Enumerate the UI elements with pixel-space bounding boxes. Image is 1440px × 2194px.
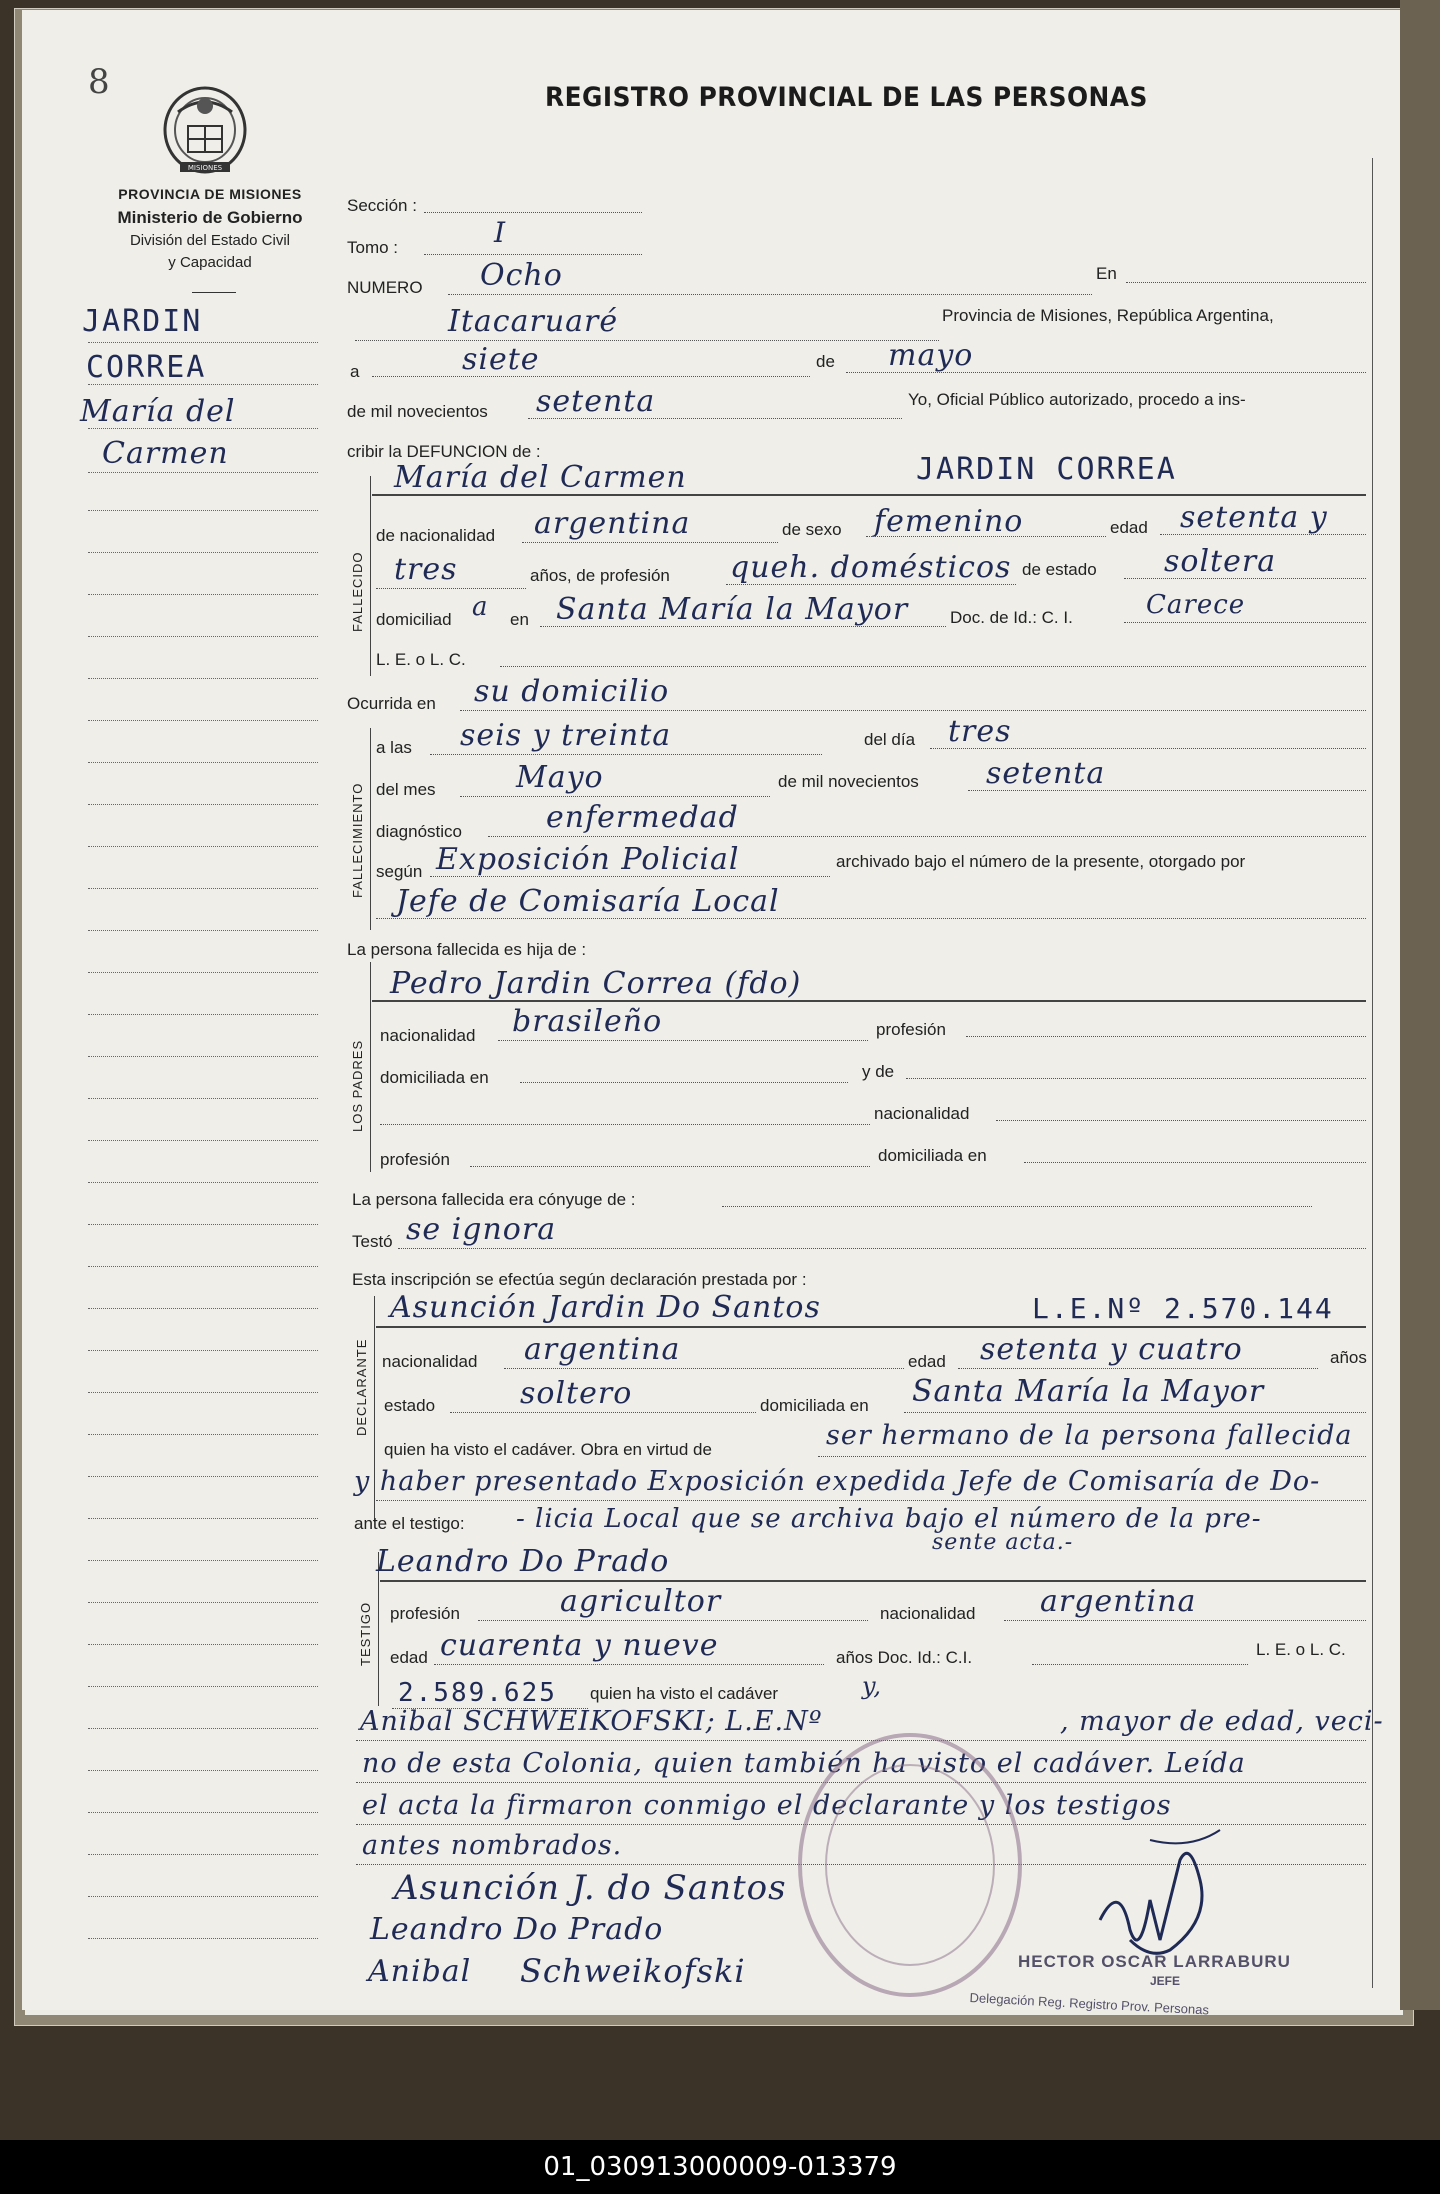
seccion-label: Sección : bbox=[347, 196, 417, 215]
mes-label: del mes bbox=[376, 780, 436, 799]
fallecido-nombre: María del Carmen bbox=[394, 460, 687, 495]
fallecido-profesion-line bbox=[726, 584, 1016, 585]
page-title: REGISTRO PROVINCIAL DE LAS PERSONAS bbox=[545, 82, 1148, 113]
agency-divider bbox=[192, 292, 236, 293]
archivado-label: archivado bajo el número de la presente, otorgado por bbox=[836, 852, 1246, 871]
fallecido-nacionalidad: argentina bbox=[534, 506, 691, 541]
padres-prof-label: profesión bbox=[876, 1020, 946, 1039]
declarante-obra-4: sente acta.- bbox=[932, 1530, 1074, 1555]
fallecido-doc-line bbox=[1124, 622, 1366, 623]
fallecido-domicilio: Santa María la Mayor bbox=[556, 592, 909, 627]
fallecido-bracket bbox=[370, 476, 371, 676]
testigo-profesion: agricultor bbox=[560, 1584, 722, 1619]
fallecido-le-label: L. E. o L. C. bbox=[376, 650, 466, 669]
madre-line bbox=[380, 1124, 870, 1125]
mes-value-fall: Mayo bbox=[516, 760, 604, 795]
anio-line bbox=[528, 418, 902, 419]
declarante-intro: Esta inscripción se efectúa según declaración prestada por : bbox=[352, 1270, 807, 1289]
mes-line bbox=[846, 372, 1366, 373]
segun-line bbox=[430, 876, 830, 877]
padres-yde-label: y de bbox=[862, 1062, 895, 1081]
ocurrida-line bbox=[460, 710, 1366, 711]
padres-nac2-label: nacionalidad bbox=[874, 1104, 970, 1123]
hija-label: La persona fallecida es hija de : bbox=[347, 940, 587, 959]
margin-given-1: María del bbox=[80, 394, 236, 429]
testigo-section-label: TESTIGO bbox=[358, 1601, 373, 1666]
padre-nombre: Pedro Jardin Correa (fdo) bbox=[390, 966, 802, 1001]
testigo-le-label: L. E. o L. C. bbox=[1256, 1640, 1346, 1659]
en-line bbox=[1126, 282, 1366, 283]
padres-nac2-line bbox=[996, 1120, 1366, 1121]
fallecimiento-bracket bbox=[370, 728, 371, 930]
provincial-seal-icon bbox=[158, 82, 252, 182]
testigo-visto-y: y, bbox=[862, 1672, 882, 1700]
segun-value: Exposición Policial bbox=[436, 842, 740, 877]
tomo-value: I bbox=[494, 216, 507, 249]
book-binding-edge bbox=[1400, 0, 1440, 2010]
tomo-label: Tomo : bbox=[347, 238, 399, 257]
fallecido-apellido: JARDIN CORREA bbox=[916, 452, 1177, 487]
fallecido-sexo-line bbox=[866, 536, 1106, 537]
fallecido-sexo: femenino bbox=[874, 504, 1024, 539]
testigo-visto-label: quien ha visto el cadáver bbox=[590, 1684, 779, 1703]
otorgado-value: Jefe de Comisaría Local bbox=[396, 884, 780, 919]
fallecido-estado-label: de estado bbox=[1022, 560, 1097, 579]
ocurrida-label: Ocurrida en bbox=[347, 694, 436, 713]
firma-declarante: Asunción J. do Santos bbox=[394, 1868, 787, 1908]
padres-prof2-line bbox=[470, 1166, 870, 1167]
fallecido-domicilio-line bbox=[540, 626, 946, 627]
cribir-label: cribir la DEFUNCION de : bbox=[347, 442, 541, 461]
cierre-linea-4: antes nombrados. bbox=[362, 1830, 623, 1861]
dia-value: siete bbox=[462, 342, 540, 377]
padres-yde-line bbox=[906, 1078, 1366, 1079]
margin-surname-2: CORREA bbox=[86, 350, 207, 385]
declarante-estado-label: estado bbox=[384, 1396, 436, 1415]
padres-dom-line bbox=[520, 1082, 848, 1083]
declarante-nac-label: nacionalidad bbox=[382, 1352, 478, 1371]
numero-value: Ocho bbox=[480, 258, 563, 293]
declarante-obra-1: ser hermano de la persona fallecida bbox=[826, 1420, 1353, 1451]
dia-label: del día bbox=[864, 730, 916, 749]
agency-line-1: PROVINCIA DE MISIONES bbox=[118, 186, 302, 202]
fallecido-anios-label: años, de profesión bbox=[530, 566, 670, 585]
fallecido-en-label: en bbox=[510, 610, 529, 629]
testo-line bbox=[398, 1248, 1366, 1249]
ocurrida-lugar: su domicilio bbox=[474, 674, 670, 709]
fall-anio-value: setenta bbox=[986, 756, 1106, 791]
testigo-edad-line bbox=[434, 1664, 824, 1665]
image-id-caption: 01_030913000009-013379 bbox=[543, 2152, 897, 2182]
firma-testigo: Leandro Do Prado bbox=[370, 1912, 664, 1947]
declarante-nacionalidad: argentina bbox=[524, 1332, 681, 1367]
declarante-visto-label: quien ha visto el cadáver. Obra en virtud de bbox=[384, 1440, 712, 1459]
fallecido-doc-label: Doc. de Id.: C. I. bbox=[950, 608, 1073, 627]
tomo-line bbox=[424, 254, 642, 255]
fallecido-edad-2: tres bbox=[394, 552, 458, 587]
fallecido-section-label: FALLECIDO bbox=[350, 551, 365, 632]
fallecido-sexo-label: de sexo bbox=[782, 520, 842, 539]
agency-line-4: y Capacidad bbox=[168, 254, 252, 271]
testigo-nombre: Leandro Do Prado bbox=[376, 1544, 670, 1579]
padres-dom2-line bbox=[1024, 1162, 1366, 1163]
declarante-obra-3: - licia Local que se archiva bajo el número de la pre- bbox=[516, 1504, 1262, 1534]
declarante-anios-label: años bbox=[1330, 1348, 1367, 1367]
fallecido-nac-label: de nacionalidad bbox=[376, 526, 496, 545]
official-signature-icon bbox=[1090, 1820, 1230, 1970]
declarante-domicilio: Santa María la Mayor bbox=[912, 1374, 1265, 1409]
fallecido-name-line bbox=[372, 494, 1366, 496]
fall-mil-label: de mil novecientos bbox=[778, 772, 919, 791]
declarante-dom-label: domiciliada en bbox=[760, 1396, 869, 1415]
seccion-line bbox=[424, 212, 642, 213]
padres-nac-line bbox=[498, 1040, 868, 1041]
declarante-dom-line bbox=[904, 1412, 1366, 1413]
stamp-cargo: JEFE bbox=[1150, 1974, 1181, 1988]
hora-label: a las bbox=[376, 738, 412, 757]
lugar-value: Itacaruaré bbox=[448, 304, 619, 339]
testigo-nac-label: nacionalidad bbox=[880, 1604, 976, 1623]
padres-dom2-label: domiciliada en bbox=[878, 1146, 987, 1165]
margin-given-2: Carmen bbox=[102, 436, 229, 471]
fallecido-le-line bbox=[500, 666, 1366, 667]
declarante-edad: setenta y cuatro bbox=[980, 1332, 1243, 1367]
official-stamp-icon bbox=[790, 1720, 1030, 2010]
diag-line bbox=[488, 836, 1366, 837]
padres-prof2-label: profesión bbox=[380, 1150, 450, 1169]
padres-bracket bbox=[370, 962, 371, 1172]
seal-text: MISIONES bbox=[187, 164, 223, 172]
anio-value: setenta bbox=[536, 384, 656, 419]
declarante-estado-line bbox=[450, 1412, 756, 1413]
fallecido-estado: soltera bbox=[1164, 544, 1277, 579]
diagnostico-value: enfermedad bbox=[546, 800, 739, 835]
declarante-name-line bbox=[376, 1326, 1366, 1328]
dia-value-fall: tres bbox=[948, 714, 1012, 749]
testigo-anios-label: años Doc. Id.: C.I. bbox=[836, 1648, 973, 1667]
declarante-doc: L.E.Nº 2.570.144 bbox=[1032, 1292, 1334, 1325]
fallecido-domicilio-label: domiciliad bbox=[376, 610, 452, 629]
lugar-line bbox=[355, 340, 939, 341]
padres-nacionalidad: brasileño bbox=[512, 1004, 663, 1039]
mil-label: de mil novecientos bbox=[347, 402, 488, 421]
declarante-obra1-line bbox=[818, 1456, 1366, 1457]
conyuge-line bbox=[722, 1206, 1312, 1207]
declarante-edad-line bbox=[958, 1368, 1318, 1369]
fallecimiento-section-label: FALLECIMIENTO bbox=[350, 782, 365, 898]
testigo-edad: cuarenta y nueve bbox=[440, 1628, 719, 1663]
cierre-linea-2: no de esta Colonia, quien también ha visto el cadáver. Leída bbox=[362, 1748, 1246, 1779]
declarante-nombre: Asunción Jardin Do Santos bbox=[390, 1290, 821, 1325]
cierre-linea-1b: , mayor de edad, veci- bbox=[1060, 1706, 1384, 1737]
testigo-edad-label: edad bbox=[390, 1648, 428, 1667]
stamp-nombre: HECTOR OSCAR LARRABURU bbox=[1018, 1952, 1291, 1971]
mes-value: mayo bbox=[888, 338, 974, 373]
fallecido-estado-line bbox=[1124, 578, 1366, 579]
declarante-obra-2: y haber presentado Exposición expedida Jefe de Comisaría de Do- bbox=[354, 1466, 1321, 1497]
testigo-prof-line bbox=[478, 1620, 868, 1621]
dia-line bbox=[372, 376, 810, 377]
diag-label: diagnóstico bbox=[376, 822, 463, 841]
testigo-nac-line bbox=[1004, 1620, 1366, 1621]
provincia-label: Provincia de Misiones, República Argentina, bbox=[942, 306, 1274, 325]
declarante-nac-line bbox=[504, 1368, 904, 1369]
conyuge-label: La persona fallecida era cónyuge de : bbox=[352, 1190, 636, 1209]
fallecido-edad-label: edad bbox=[1110, 518, 1148, 537]
page-number: 8 bbox=[88, 62, 110, 102]
declarante-estado: soltero bbox=[520, 1376, 633, 1411]
fallecido-edad2-line bbox=[376, 588, 526, 589]
agency-line-2: Ministerio de Gobierno bbox=[117, 208, 303, 227]
numero-label: NUMERO bbox=[347, 278, 423, 297]
fallecido-domicilio-a: a bbox=[472, 592, 489, 622]
fallecido-nac-line bbox=[522, 542, 778, 543]
testigo-name-line bbox=[380, 1580, 1366, 1582]
mes-line-fall bbox=[460, 796, 770, 797]
padres-section-label: LOS PADRES bbox=[350, 1039, 365, 1132]
firma-anibal-apellido: Schweikofski bbox=[520, 1952, 746, 1990]
testo-value: se ignora bbox=[406, 1212, 557, 1247]
padre-line bbox=[372, 1000, 1366, 1002]
cierre-linea-1: Anibal SCHWEIKOFSKI; L.E.Nº bbox=[360, 1706, 823, 1737]
declarante-edad-label: edad bbox=[908, 1352, 946, 1371]
fallecido-doc: Carece bbox=[1146, 590, 1246, 620]
testigo-doc-line bbox=[1032, 1664, 1248, 1665]
hora-value: seis y treinta bbox=[460, 718, 672, 753]
cierre-linea-3: el acta la firmaron conmigo el declarante y los testigos bbox=[362, 1790, 1172, 1821]
fallecido-edad-line bbox=[1160, 534, 1366, 535]
fallecido-profesion: queh. domésticos bbox=[730, 550, 1012, 585]
padres-nac-label: nacionalidad bbox=[380, 1026, 476, 1045]
declarante-obra2-line bbox=[376, 1500, 1366, 1501]
ante-testigo-label: ante el testigo: bbox=[354, 1514, 465, 1533]
dia-line-fall bbox=[930, 748, 1366, 749]
declarante-section-label: DECLARANTE bbox=[354, 1338, 369, 1436]
testigo-doc: 2.589.625 bbox=[398, 1678, 557, 1708]
fallecido-edad-1: setenta y bbox=[1180, 500, 1328, 535]
otorgado-line bbox=[376, 918, 1366, 919]
padres-prof-line bbox=[966, 1036, 1366, 1037]
numero-line bbox=[448, 294, 1092, 295]
en-label: En bbox=[1096, 264, 1117, 283]
testo-label: Testó bbox=[352, 1232, 393, 1251]
agency-line-3: División del Estado Civil bbox=[129, 232, 291, 249]
oficial-label: Yo, Oficial Público autorizado, procedo a ins- bbox=[908, 390, 1246, 409]
hora-line bbox=[430, 754, 822, 755]
de-label: de bbox=[816, 352, 835, 371]
testigo-nacionalidad: argentina bbox=[1040, 1584, 1197, 1619]
segun-label: según bbox=[376, 862, 423, 881]
margin-surname-1: JARDIN bbox=[82, 304, 203, 339]
testigo-prof-label: profesión bbox=[390, 1604, 460, 1623]
padres-dom-label: domiciliada en bbox=[380, 1068, 489, 1087]
fall-anio-line bbox=[968, 790, 1366, 791]
a-label: a bbox=[350, 362, 360, 381]
stamp-oficina: Delegación Reg. Registro Prov. Personas bbox=[969, 1990, 1210, 2018]
firma-anibal: Anibal bbox=[368, 1954, 472, 1989]
